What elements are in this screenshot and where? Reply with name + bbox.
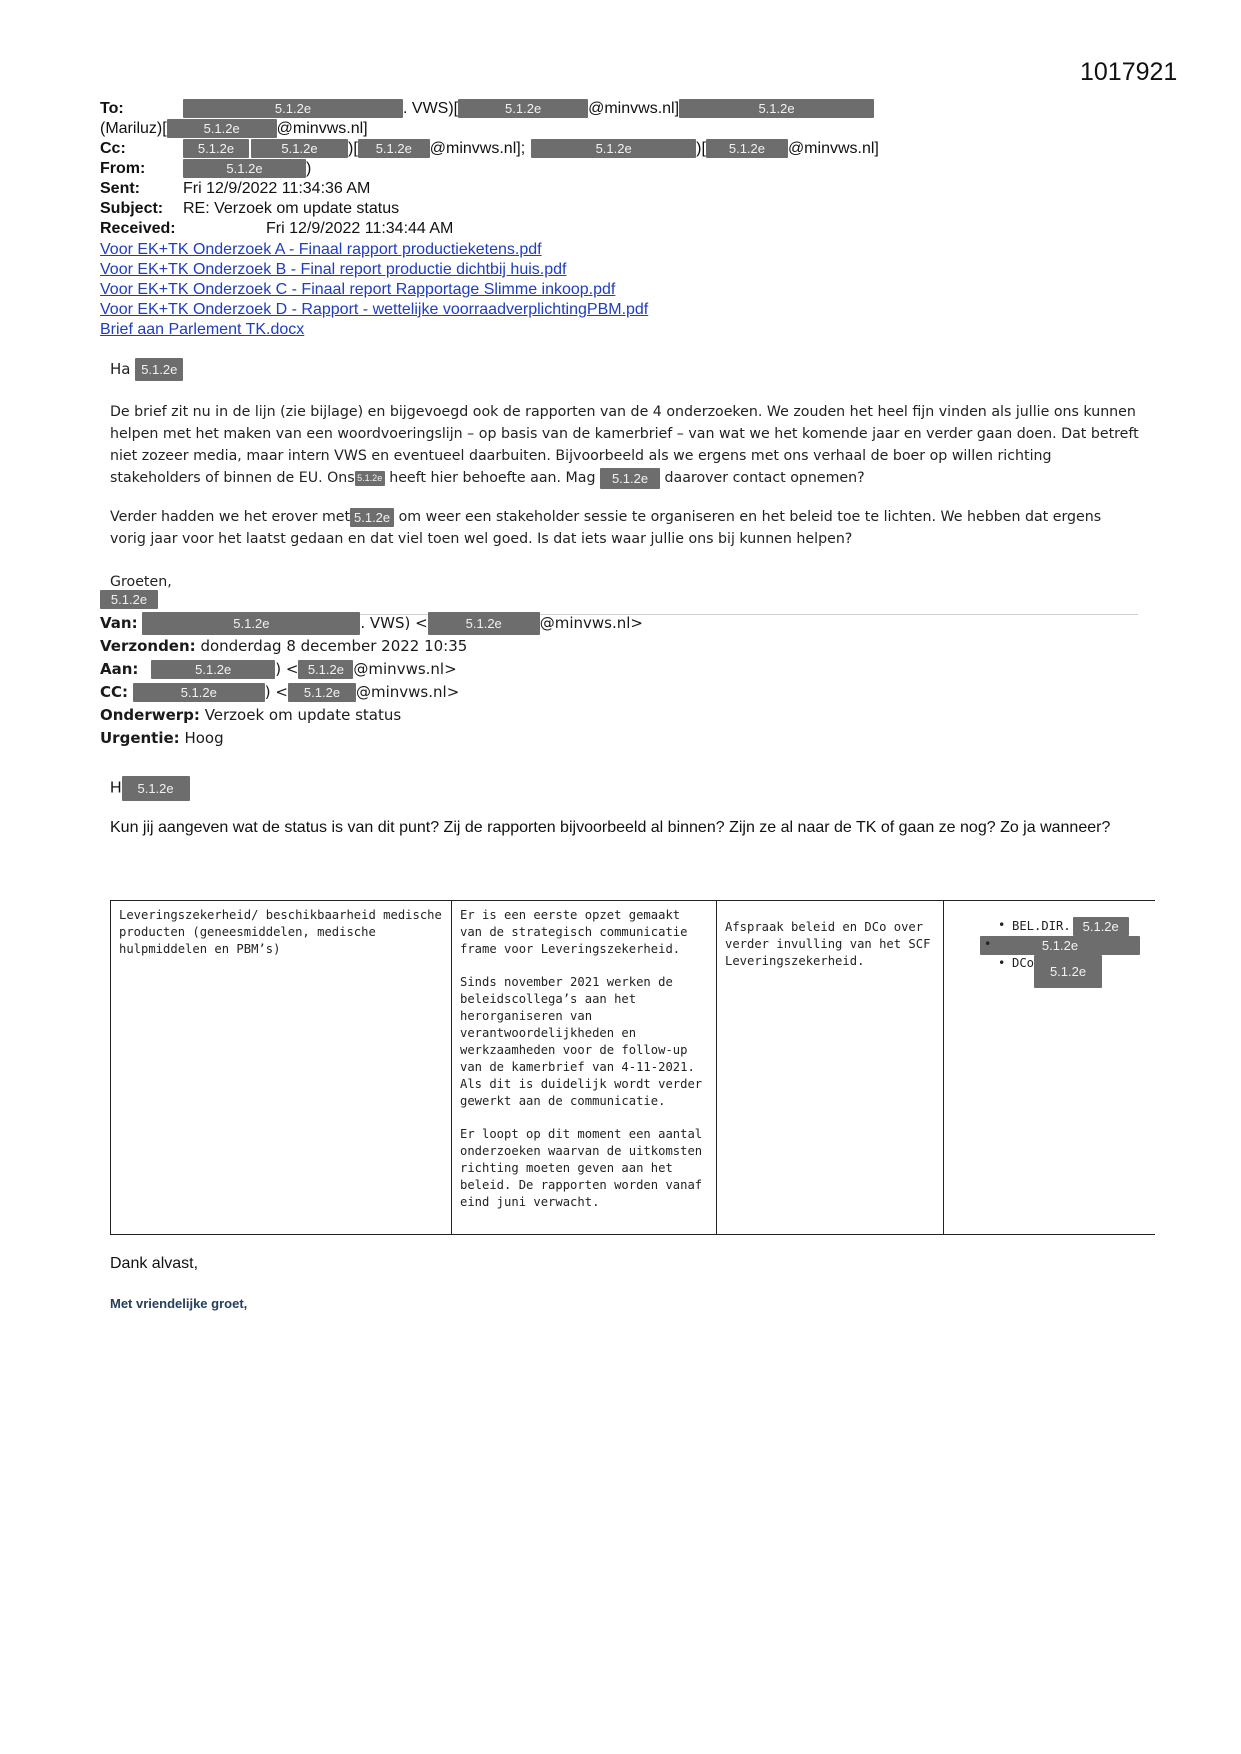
p1-text-c: daarover contact opnemen? — [664, 470, 865, 486]
redaction: 5.1.2e — [183, 99, 403, 118]
reply-paragraph-1 — [110, 401, 1140, 489]
from-line — [100, 159, 311, 179]
redaction: 5.1.2e — [122, 776, 190, 801]
subject-value: RE: Verzoek om update status — [183, 200, 400, 217]
urgentie-label: Urgentie: — [100, 729, 180, 747]
list-item — [994, 917, 1147, 936]
cc-line — [100, 139, 879, 159]
received-value: Fri 12/9/2022 11:34:44 AM — [266, 220, 454, 237]
sent-value: Fri 12/9/2022 11:34:36 AM — [183, 180, 371, 197]
cc-label: Cc: — [100, 140, 126, 157]
redaction: 5.1.2e — [1073, 917, 1129, 936]
document-number: 1017921 — [1080, 58, 1178, 86]
to-line-2 — [100, 119, 368, 139]
from-suffix: ) — [306, 160, 312, 177]
original-greeting — [110, 776, 1140, 801]
aan-domain: @minvws.nl> — [353, 660, 457, 678]
greeting-text: Ha — [110, 360, 131, 378]
status-paragraph: Er is een eerste opzet gemaakt van de strategisch communicatie frame voor Leveringszekerheid. — [460, 908, 688, 956]
aan-sep: ) < — [275, 660, 299, 678]
subject-line — [100, 199, 399, 219]
redaction: 5.1.2e — [298, 660, 353, 679]
redaction: 5.1.2e — [355, 471, 385, 486]
cc-line-original — [100, 681, 459, 704]
table-row — [111, 901, 1156, 1235]
table-cell-status — [452, 901, 717, 1235]
cc-label-original: CC: — [100, 683, 129, 701]
to-domain: @minvws.nl] — [588, 100, 680, 117]
van-suffix: . VWS) < — [360, 614, 428, 632]
list-item — [994, 955, 1147, 988]
sent-label: Sent: — [100, 180, 140, 197]
redaction: 5.1.2e — [600, 468, 660, 489]
aan-label: Aan: — [100, 660, 139, 678]
list-item-redaction — [980, 936, 1147, 955]
redaction: 5.1.2e — [428, 612, 540, 635]
table-cell-owners — [944, 901, 1156, 1235]
van-domain: @minvws.nl> — [539, 614, 643, 632]
redaction: 5.1.2e — [167, 119, 277, 138]
p1-text-b: heeft hier behoefte aan. Mag — [389, 470, 596, 486]
redaction: 5.1.2e — [706, 139, 788, 158]
redaction: 5.1.2e — [458, 99, 588, 118]
redaction: 5.1.2e — [142, 612, 360, 635]
thanks-text: Dank alvast, — [110, 1255, 199, 1272]
attachment-link[interactable]: Voor EK+TK Onderzoek A - Finaal rapport productieketens.pdf — [100, 241, 542, 258]
urgentie-line — [100, 727, 224, 750]
cc-domain-original: @minvws.nl> — [356, 683, 460, 701]
redaction: 5.1.2e — [358, 139, 430, 158]
cc-sep1: )[ — [348, 140, 358, 157]
owner-label: DCo — [1012, 956, 1035, 970]
verzonden-label: Verzonden: — [100, 637, 196, 655]
onderwerp-line — [100, 704, 401, 727]
onderwerp-label: Onderwerp: — [100, 706, 200, 724]
reply-signoff: Groeten, — [110, 574, 172, 590]
owner-label: BEL.DIR. — [1012, 919, 1071, 933]
van-line — [100, 612, 643, 635]
p1-text-a: De brief zit nu in de lijn (zie bijlage) en bijgevoegd ook de rapporten van de 4 onderzoeken. We zouden het heel fijn vinden als jullie ons kunnen helpen met het maken van een woordvoeringslijn – op basis van de kamerbrief – van wat we het komende jaar en verder gaan doen. Dat betreft niet zozeer media, maar intern VWS en eventueel daarbuiten. Bijvoorbeeld als we ergens met ons verhaal de boer op willen richting stakeholders of binnen de EU. Ons — [110, 404, 1139, 486]
from-label: From: — [100, 160, 146, 177]
redaction: 5.1.2e — [183, 139, 249, 158]
table-cell-topic: Leveringszekerheid/ beschikbaarheid medische producten (geneesmiddelen, medische hulpmiddelen en PBM’s) — [111, 901, 452, 1235]
redaction: 5.1.2e — [679, 99, 874, 118]
redaction: 5.1.2e — [151, 660, 275, 679]
redaction: 5.1.2e — [100, 590, 158, 609]
onderwerp-value: Verzoek om update status — [204, 706, 402, 724]
redaction: 5.1.2e — [135, 358, 183, 381]
redaction: 5.1.2e — [288, 683, 356, 702]
original-question: Kun jij aangeven wat de status is van dit punt? Zij de rapporten bijvoorbeeld al binnen? Zijn ze al naar de TK of gaan ze nog? Zo ja wanneer? — [110, 819, 1111, 836]
subject-label: Subject: — [100, 200, 164, 217]
redaction: 5.1.2e — [1034, 955, 1102, 988]
sent-line — [100, 179, 370, 199]
to-line2-domain: @minvws.nl] — [276, 120, 368, 137]
reply-paragraph-2 — [110, 506, 1140, 550]
to-suffix: . VWS)[ — [403, 100, 459, 117]
cc-domain2: @minvws.nl] — [787, 140, 879, 157]
cc-sep-original: ) < — [264, 683, 288, 701]
signature-redaction — [100, 590, 158, 609]
to-line2-prefix: (Mariluz)[ — [100, 120, 167, 137]
attachment-link[interactable]: Voor EK+TK Onderzoek C - Finaal report Rapportage Slimme inkoop.pdf — [100, 281, 616, 298]
redaction: 5.1.2e — [133, 683, 265, 702]
cc-sep2: )[ — [696, 140, 706, 157]
redaction: 5.1.2e — [183, 159, 306, 178]
received-label: Received: — [100, 220, 176, 237]
van-label: Van: — [100, 614, 138, 632]
verzonden-line — [100, 635, 467, 658]
verzonden-value: donderdag 8 december 2022 10:35 — [200, 637, 468, 655]
urgentie-value: Hoog — [184, 729, 224, 747]
greeting-h: H — [110, 779, 122, 797]
table-cell-agreement: Afspraak beleid en DCo over verder invulling van het SCF Leveringszekerheid. — [717, 901, 944, 1235]
status-paragraph: Er loopt op dit moment een aantal onderzoeken waarvan de uitkomsten richting moeten geven aan het beleid. De rapporten worden vanaf eind juni verwacht. — [460, 1127, 703, 1209]
received-line — [100, 219, 453, 239]
redaction: 5.1.2e — [350, 508, 394, 527]
reply-greeting — [110, 358, 1140, 381]
status-table — [110, 900, 1155, 1235]
regards-text: Met vriendelijke groet, — [110, 1296, 248, 1311]
redaction: 5.1.2e — [531, 139, 696, 158]
attachment-link[interactable]: Voor EK+TK Onderzoek D - Rapport - wettelijke voorraadverplichtingPBM.pdf — [100, 301, 649, 318]
to-line — [100, 99, 874, 119]
to-label: To: — [100, 100, 124, 117]
cc-domain1: @minvws.nl]; — [429, 140, 526, 157]
p2-text-a: Verder hadden we het erover met — [110, 509, 351, 525]
attachment-link[interactable]: Brief aan Parlement TK.docx — [100, 321, 305, 338]
status-paragraph: Sinds november 2021 werken de beleidscollega’s aan het herorganiseren van verantwoordelijkheden en werkzaamheden voor de follow-up van de kamerbrief van 4-11-2021. Als dit is duidelijk wordt verder gewerkt aan de communicatie. — [460, 975, 703, 1108]
p2-text-b: om weer een stakeholder sessie te organiseren en het beleid toe te lichten. We hebben dat ergens vorig jaar voor het laatst gedaan en dat viel toen wel goed. Is dat iets waar jullie ons bij kunnen helpen? — [110, 509, 1102, 547]
aan-line — [100, 658, 457, 681]
owner-list — [994, 917, 1147, 988]
attachment-link[interactable]: Voor EK+TK Onderzoek B - Final report productie dichtbij huis.pdf — [100, 261, 567, 278]
redaction: 5.1.2e — [251, 139, 348, 158]
redaction: 5.1.2e — [980, 936, 1140, 955]
